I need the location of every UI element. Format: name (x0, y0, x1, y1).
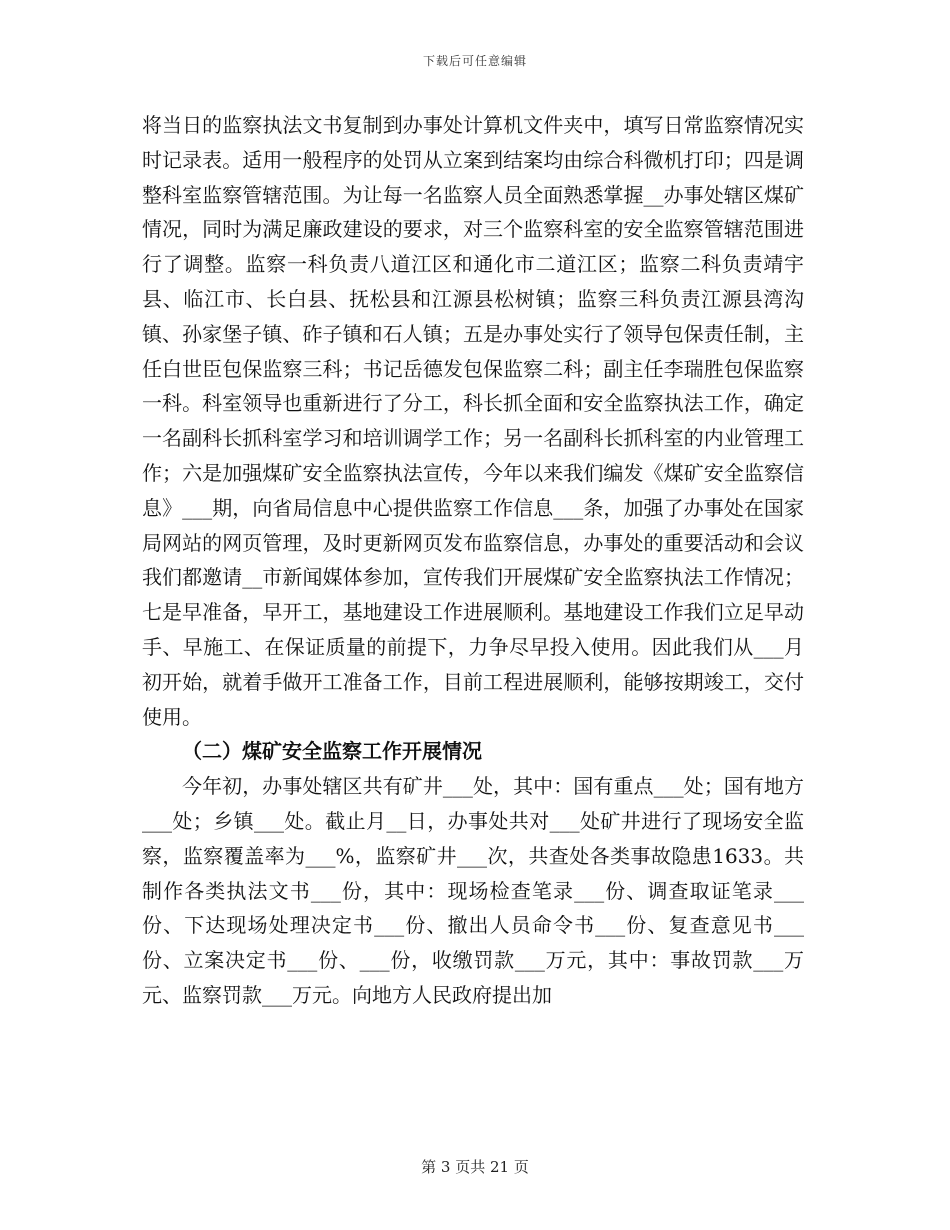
section-heading: （二）煤矿安全监察工作开展情况 (182, 739, 482, 764)
page-header-note: 下载后可任意编辑 (422, 54, 527, 68)
document-body (142, 108, 804, 1013)
body-paragraph: 今年初，办事处辖区共有矿井___处，其中：国有重点___处；国有地方___处；乡镇___处。截止月__日，办事处共对___处矿井进行了现场安全监察，监察覆盖率为___%，监察矿井___次，共查处各类事故隐患1633。共制作各类执法文书___份，其中：现场检查笔录___份、调查取证笔录___份、下达现场处理决定书___份、撤出人员命令书___份、复查意见书___份、立案决定书___份、___份，收缴罚款___万元，其中：事故罚款___万元、监察罚款___万元。向地方人民政府提出加 (142, 774, 804, 1007)
body-paragraph: 将当日的监察执法文书复制到办事处计算机文件夹中，填写日常监察情况实时记录表。适用一般程序的处罚从立案到结案均由综合科微机打印；四是调整科室监察管辖范围。为让每一名监察人员全面熟悉掌握__办事处辖区煤矿情况，同时为满足廉政建设的要求，对三个监察科室的安全监察管辖范围进行了调整。监察一科负责八道江区和通化市二道江区；监察二科负责靖宇县、临江市、长白县、抚松县和江源县松树镇；监察三科负责江源县湾沟镇、孙家堡子镇、砟子镇和石人镇；五是办事处实行了领导包保责任制，主任白世臣包保监察三科；书记岳德发包保监察二科；副主任李瑞胜包保监察一科。科室领导也重新进行了分工，科长抓全面和安全监察执法工作，确定一名副科长抓科室学习和培训调学工作；另一名副科长抓科室的内业管理工作；六是加强煤矿安全监察执法宣传，今年以来我们编发《煤矿安全监察信息》___期，向省局信息中心提供监察工作信息___条，加强了办事处在国家局网站的网页管理，及时更新网页发布监察信息，办事处的重要活动和会议我们都邀请__市新闻媒体参加，宣传我们开展煤矿安全监察执法工作情况；七是早准备，早开工，基地建设工作进展顺利。基地建设工作我们立足早动手、早施工、在保证质量的前提下，力争尽早投入使用。因此我们从___月初开始，就着手做开工准备工作，目前工程进展顺利，能够按期竣工，交付使用。 (142, 113, 804, 729)
page-number: 第 3 页共 21 页 (421, 1158, 529, 1176)
